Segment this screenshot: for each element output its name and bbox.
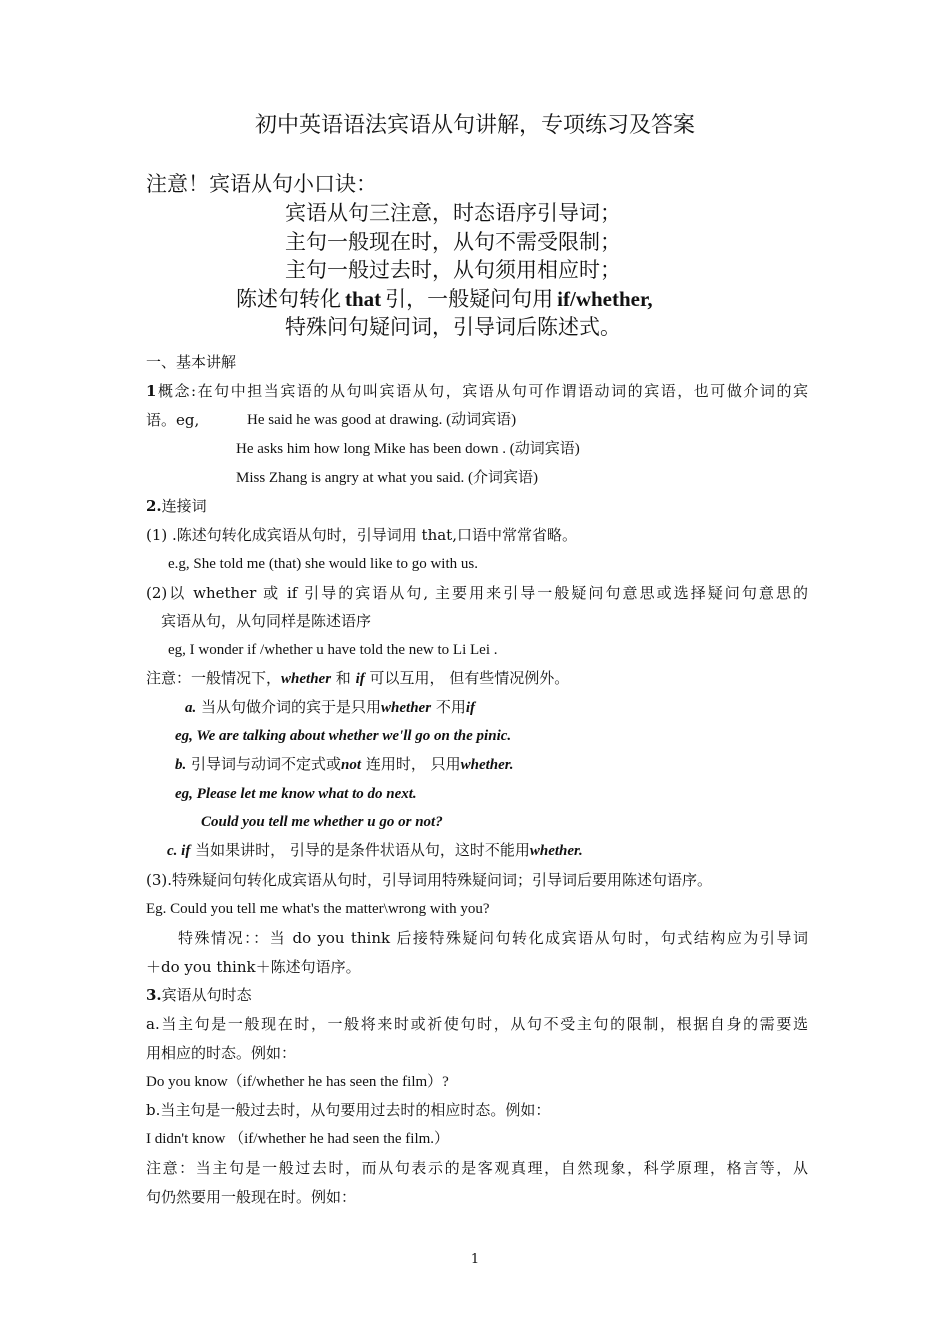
- rhyme-line-1: 宾语从句三注意，时态语序引导词；: [285, 201, 621, 225]
- special-case-line-2: ＋do you think＋陈述句语序。: [146, 958, 361, 976]
- conj-point-2-example: eg, I wonder if /whether u have told the new to Li Lei .: [168, 642, 498, 658]
- tense-note-line-2: 句仍然要用一般现在时。例如：: [146, 1188, 357, 1206]
- concept-line-1: 1概念:在句中担当宾语的从句叫宾语从句，宾语从句可作谓语动词的宾语，也可做介词的宾: [146, 382, 808, 400]
- concept-example-3: Miss Zhang is angry at what you said. (介词宾语): [236, 470, 539, 486]
- rule-b: b. 引导词与动词不定式或not 连用时， 只用whether.: [175, 755, 514, 773]
- conj-point-1: (1) .陈述句转化成宾语从句时，引导词用 that,口语中常常省略。: [146, 526, 577, 544]
- conj-point-2-line-2: 宾语从句，从句同样是陈述语序: [161, 612, 372, 630]
- conj-point-3: (3).特殊疑问句转化成宾语从句时，引导词用特殊疑问词；引导词后要用陈述句语序。: [146, 871, 713, 889]
- conj-point-2-line-1: (2)以 whether 或 if 引导的宾语从句, 主要用来引导一般疑问句意思或选择疑问句意思的: [146, 584, 808, 602]
- tense-b-line-1: b.当主句是一般过去时，从句要用过去时的相应时态。例如：: [146, 1101, 551, 1119]
- rhyme-line-4: 陈述句转化 that 引，一般疑问句用 if/whether,: [236, 287, 653, 311]
- rhyme-line-2: 主句一般现在时，从句不需受限制；: [285, 230, 621, 254]
- concept-line-2: 语。eg, He said he was good at drawing. (动词宾语): [146, 411, 517, 429]
- tense-a-line-1: a.当主句是一般现在时，一般将来时或祈使句时，从句不受主句的限制，根据自身的需要选: [146, 1015, 808, 1033]
- conj-point-3-example: Eg. Could you tell me what's the matter\wrong with you?: [146, 901, 490, 917]
- rhyme-heading: 注意！宾语从句小口诀：: [146, 172, 377, 196]
- tense-note-line-1: 注意：当主句是一般过去时，而从句表示的是客观真理，自然现象，科学原理，格言等，从: [146, 1159, 808, 1177]
- tense-a-example: Do you know（if/whether he has seen the film）?: [146, 1074, 449, 1090]
- page-number: 1: [470, 1252, 480, 1267]
- page-title: 初中英语语法宾语从句讲解，专项练习及答案: [254, 113, 695, 138]
- special-case-line-1: 特殊情况：：当 do you think 后接特殊疑问句转化成宾语从句时，句式结构应为引导词: [178, 929, 808, 947]
- rule-c: c. if 当如果讲时， 引导的是条件状语从句，这时不能用whether.: [167, 841, 583, 859]
- rhyme-line-5: 特殊问句疑问词，引导词后陈述式。: [285, 315, 621, 339]
- rhyme-line-3: 主句一般过去时，从句须用相应时；: [285, 258, 621, 282]
- concept-example-2: He asks him how long Mike has been down . (动词宾语): [236, 441, 580, 457]
- rule-a-example: eg, We are talking about whether we'll go on the pinic.: [175, 728, 512, 744]
- rule-b-example-2: Could you tell me whether u go or not?: [201, 814, 443, 830]
- tense-a-line-2: 用相应的时态。例如：: [146, 1044, 297, 1062]
- note-whether-if: 注意：一般情况下，whether 和 if 可以互用， 但有些情况例外。: [146, 669, 570, 687]
- conj-point-1-example: e.g, She told me (that) she would like to go with us.: [168, 556, 478, 572]
- section-3-heading: 3.宾语从句时态: [146, 986, 252, 1004]
- section-2-heading: 2.连接词: [146, 497, 207, 515]
- rule-a: a. 当从句做介词的宾于是只用whether 不用if: [185, 698, 475, 716]
- tense-b-example: I didn't know （if/whether he had seen the film.）: [146, 1131, 450, 1147]
- rule-b-example-1: eg, Please let me know what to do next.: [175, 786, 417, 802]
- section-1-heading: 一、基本讲解: [146, 353, 237, 371]
